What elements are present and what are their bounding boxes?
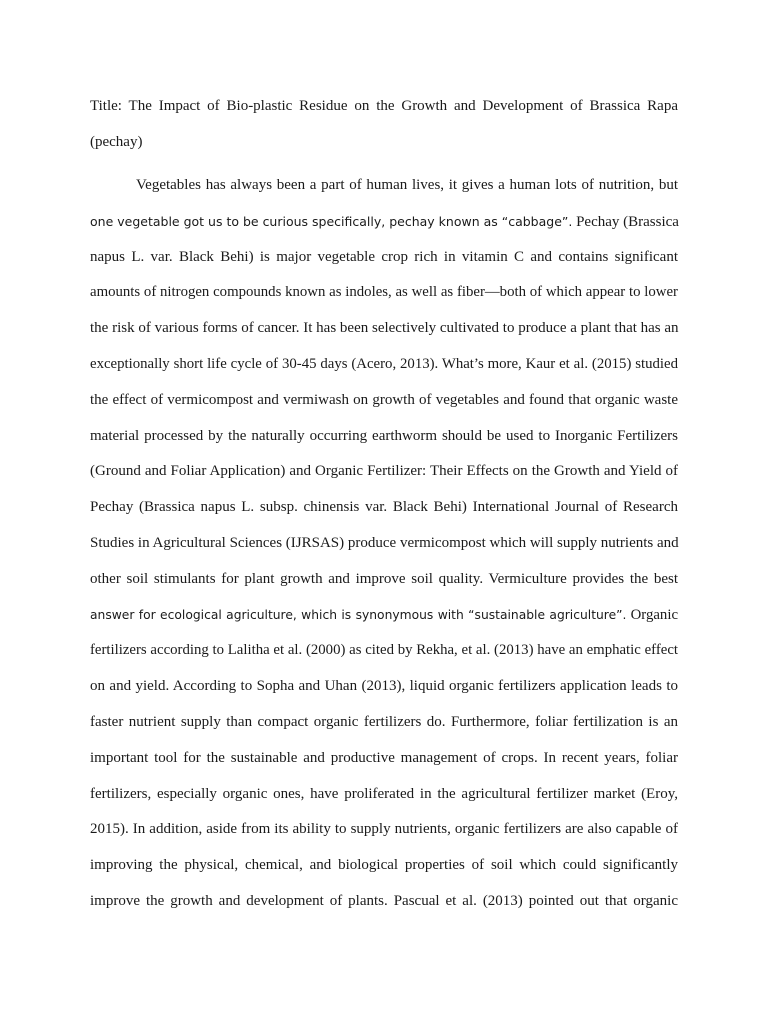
paragraph-line: improve the growth and development of plants. Pascual et al. (2013) pointed out that organic: [90, 892, 678, 909]
paragraph-line: amounts of nitrogen compounds known as indoles, as well as fiber—both of which appear to lower: [90, 284, 678, 301]
paragraph-line: improving the physical, chemical, and biological properties of soil which could significantly: [90, 857, 678, 874]
body-paragraph: [90, 168, 678, 920]
paragraph-line: material processed by the naturally occurring earthworm should be used to Inorganic Fertilizers: [90, 427, 678, 444]
paragraph-line: fertilizers, especially organic ones, have proliferated in the agricultural fertilizer market (Eroy,: [90, 785, 678, 802]
paragraph-line: on and yield. According to Sopha and Uhan (2013), liquid organic fertilizers application leads to: [90, 678, 678, 695]
paragraph-line: napus L. var. Black Behi) is major vegetable crop rich in vitamin C and contains significant: [90, 248, 678, 265]
title-line-1: Title: The Impact of Bio-plastic Residue on the Growth and Development of Brassica Rapa: [90, 98, 678, 114]
paragraph-line: Pechay (Brassica napus L. subsp. chinensis var. Black Behi) International Journal of Research: [90, 499, 678, 516]
paragraph-line: Vegetables has always been a part of human lives, it gives a human lots of nutrition, but: [136, 177, 678, 193]
paragraph-line-segment: Organic: [630, 606, 679, 623]
paragraph-line: the effect of vermicompost and vermiwash on growth of vegetables and found that organic waste: [90, 391, 678, 408]
paragraph-line: [90, 598, 678, 634]
document-title: [90, 88, 678, 160]
paragraph-line: the risk of various forms of cancer. It has been selectively cultivated to produce a plant that has an: [90, 320, 679, 337]
paragraph-line: fertilizers according to Lalitha et al. (2000) as cited by Rekha, et al. (2013) have an emphatic effect: [90, 642, 678, 659]
paragraph-line: other soil stimulants for plant growth and improve soil quality. Vermiculture provides the best: [90, 570, 678, 587]
paragraph-line: Studies in Agricultural Sciences (IJRSAS) produce vermicompost which will supply nutrients and: [90, 534, 679, 551]
title-line-2: (pechay): [90, 134, 143, 150]
paragraph-line: faster nutrient supply than compact organic fertilizers do. Furthermore, foliar fertilization is an: [90, 713, 678, 730]
paragraph-line: (Ground and Foliar Application) and Organic Fertilizer: Their Effects on the Growth and Yield of: [90, 463, 678, 480]
paragraph-line-segment: Pechay (Brassica: [576, 213, 679, 230]
paragraph-line-segment: answer for ecological agriculture, which is synonymous with “sustainable agriculture”.: [90, 607, 627, 622]
paragraph-line: 2015). In addition, aside from its ability to supply nutrients, organic fertilizers are also capable of: [90, 821, 678, 838]
paragraph-line: [90, 204, 678, 240]
paragraph-line: exceptionally short life cycle of 30-45 days (Acero, 2013). What’s more, Kaur et al. (2015) studied: [90, 355, 678, 372]
paragraph-line: important tool for the sustainable and productive management of crops. In recent years, foliar: [90, 749, 678, 766]
paragraph-line-segment: one vegetable got us to be curious specifically, pechay known as “cabbage”.: [90, 213, 573, 229]
